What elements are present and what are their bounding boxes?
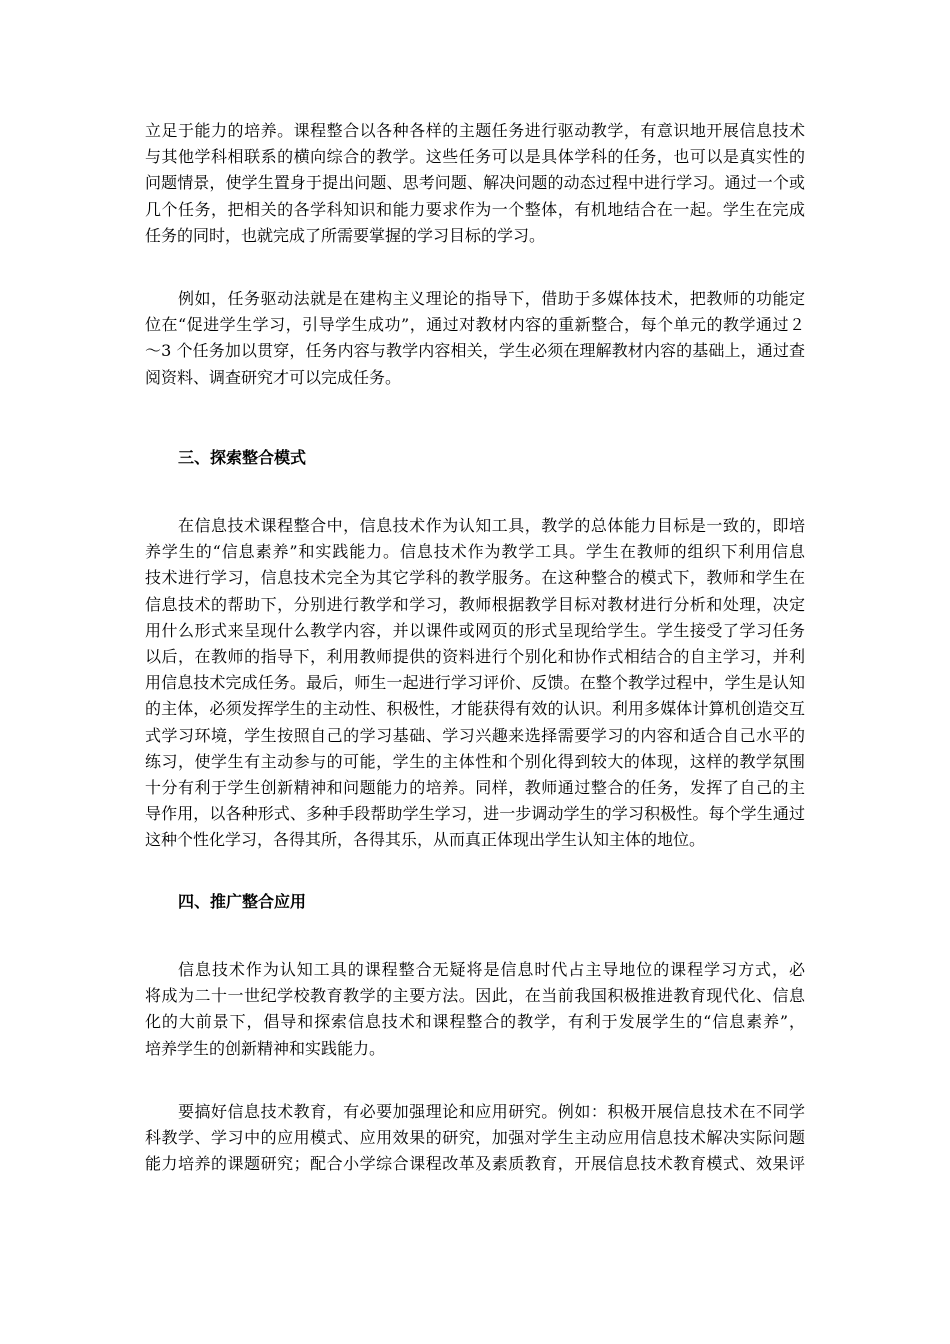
text-line: 的主体，必须发挥学生的主动性、积极性，才能获得有效的认识。利用多媒体计算机创造交互 bbox=[145, 699, 805, 719]
paragraph-3 bbox=[145, 513, 805, 854]
section-heading-4: 四、推广整合应用 bbox=[178, 892, 307, 911]
paragraph-4 bbox=[145, 957, 805, 1062]
paragraph-2 bbox=[145, 286, 805, 391]
text-line: 将成为二十一世纪学校教育教学的主要方法。因此，在当前我国积极推进教育现代化、信息 bbox=[145, 986, 805, 1006]
text-line: 任务的同时，也就完成了所需要掌握的学习目标的学习。 bbox=[145, 225, 546, 245]
text-line: 能力培养的课题研究；配合小学综合课程改革及素质教育，开展信息技术教育模式、效果评 bbox=[145, 1154, 805, 1174]
text-line: 在信息技术课程整合中，信息技术作为认知工具，教学的总体能力目标是一致的，即培 bbox=[178, 516, 805, 535]
text-line: 信息技术作为认知工具的课程整合无疑将是信息时代占主导地位的课程学习方式，必 bbox=[178, 960, 805, 979]
text-line: 位在“促进学生学习，引导学生成功”，通过对教材内容的重新整合，每个单元的教学通过２ bbox=[145, 315, 805, 335]
text-line: 培养学生的创新精神和实践能力。 bbox=[145, 1038, 386, 1058]
text-line: 技术进行学习，信息技术完全为其它学科的教学服务。在这种整合的模式下，教师和学生在 bbox=[145, 568, 805, 588]
text-line: 练习，使学生有主动参与的可能，学生的主体性和个别化得到较大的体现，这样的教学氛围 bbox=[145, 751, 805, 771]
text-line: 例如，任务驱动法就是在建构主义理论的指导下，借助于多媒体技术，把教师的功能定 bbox=[178, 289, 805, 308]
text-line: 与其他学科相联系的横向综合的教学。这些任务可以是具体学科的任务，也可以是真实性的 bbox=[145, 147, 805, 167]
text-line: 化的大前景下，倡导和探索信息技术和课程整合的教学，有利于发展学生的“信息素养”， bbox=[145, 1012, 805, 1032]
paragraph-1 bbox=[145, 118, 805, 249]
text-line: 几个任务，把相关的各学科知识和能力要求作为一个整体，有机地结合在一起。学生在完成 bbox=[145, 199, 805, 219]
text-line: ～3 个任务加以贯穿，任务内容与教学内容相关，学生必须在理解教材内容的基础上，通过查 bbox=[145, 341, 805, 361]
text-line: 式学习环境，学生按照自己的学习基础、学习兴趣来选择需要学习的内容和适合自己水平的 bbox=[145, 725, 805, 745]
paragraph-5 bbox=[145, 1099, 805, 1178]
text-line: 要搞好信息技术教育，有必要加强理论和应用研究。例如：积极开展信息技术在不同学 bbox=[178, 1102, 805, 1121]
text-line: 信息技术的帮助下，分别进行教学和学习，教师根据教学目标对教材进行分析和处理，决定 bbox=[145, 594, 805, 614]
text-line: 养学生的“信息素养”和实践能力。信息技术作为教学工具。学生在教师的组织下利用信息 bbox=[145, 542, 805, 562]
text-line: 阅资料、调查研究才可以完成任务。 bbox=[145, 367, 402, 387]
text-line: 立足于能力的培养。课程整合以各种各样的主题任务进行驱动教学，有意识地开展信息技术 bbox=[145, 121, 805, 140]
section-heading-3: 三、探索整合模式 bbox=[178, 448, 307, 467]
text-line: 十分有利于学生创新精神和问题能力的培养。同样，教师通过整合的任务，发挥了自己的主 bbox=[145, 778, 805, 798]
text-line: 问题情景，使学生置身于提出问题、思考问题、解决问题的动态过程中进行学习。通过一个或 bbox=[145, 173, 805, 193]
text-line: 导作用，以各种形式、多种手段帮助学生学习，进一步调动学生的学习积极性。每个学生通过 bbox=[145, 804, 805, 824]
text-line: 以后，在教师的指导下，利用教师提供的资料进行个别化和协作式相结合的自主学习，并利 bbox=[145, 647, 805, 667]
text-line: 这种个性化学习，各得其所，各得其乐，从而真正体现出学生认知主体的地位。 bbox=[145, 830, 706, 850]
text-line: 科教学、学习中的应用模式、应用效果的研究，加强对学生主动应用信息技术解决实际问题 bbox=[145, 1128, 805, 1148]
text-line: 用信息技术完成任务。最后，师生一起进行学习评价、反馈。在整个教学过程中，学生是认知 bbox=[145, 673, 805, 693]
text-line: 用什么形式来呈现什么教学内容，并以课件或网页的形式呈现给学生。学生接受了学习任务 bbox=[145, 620, 805, 640]
